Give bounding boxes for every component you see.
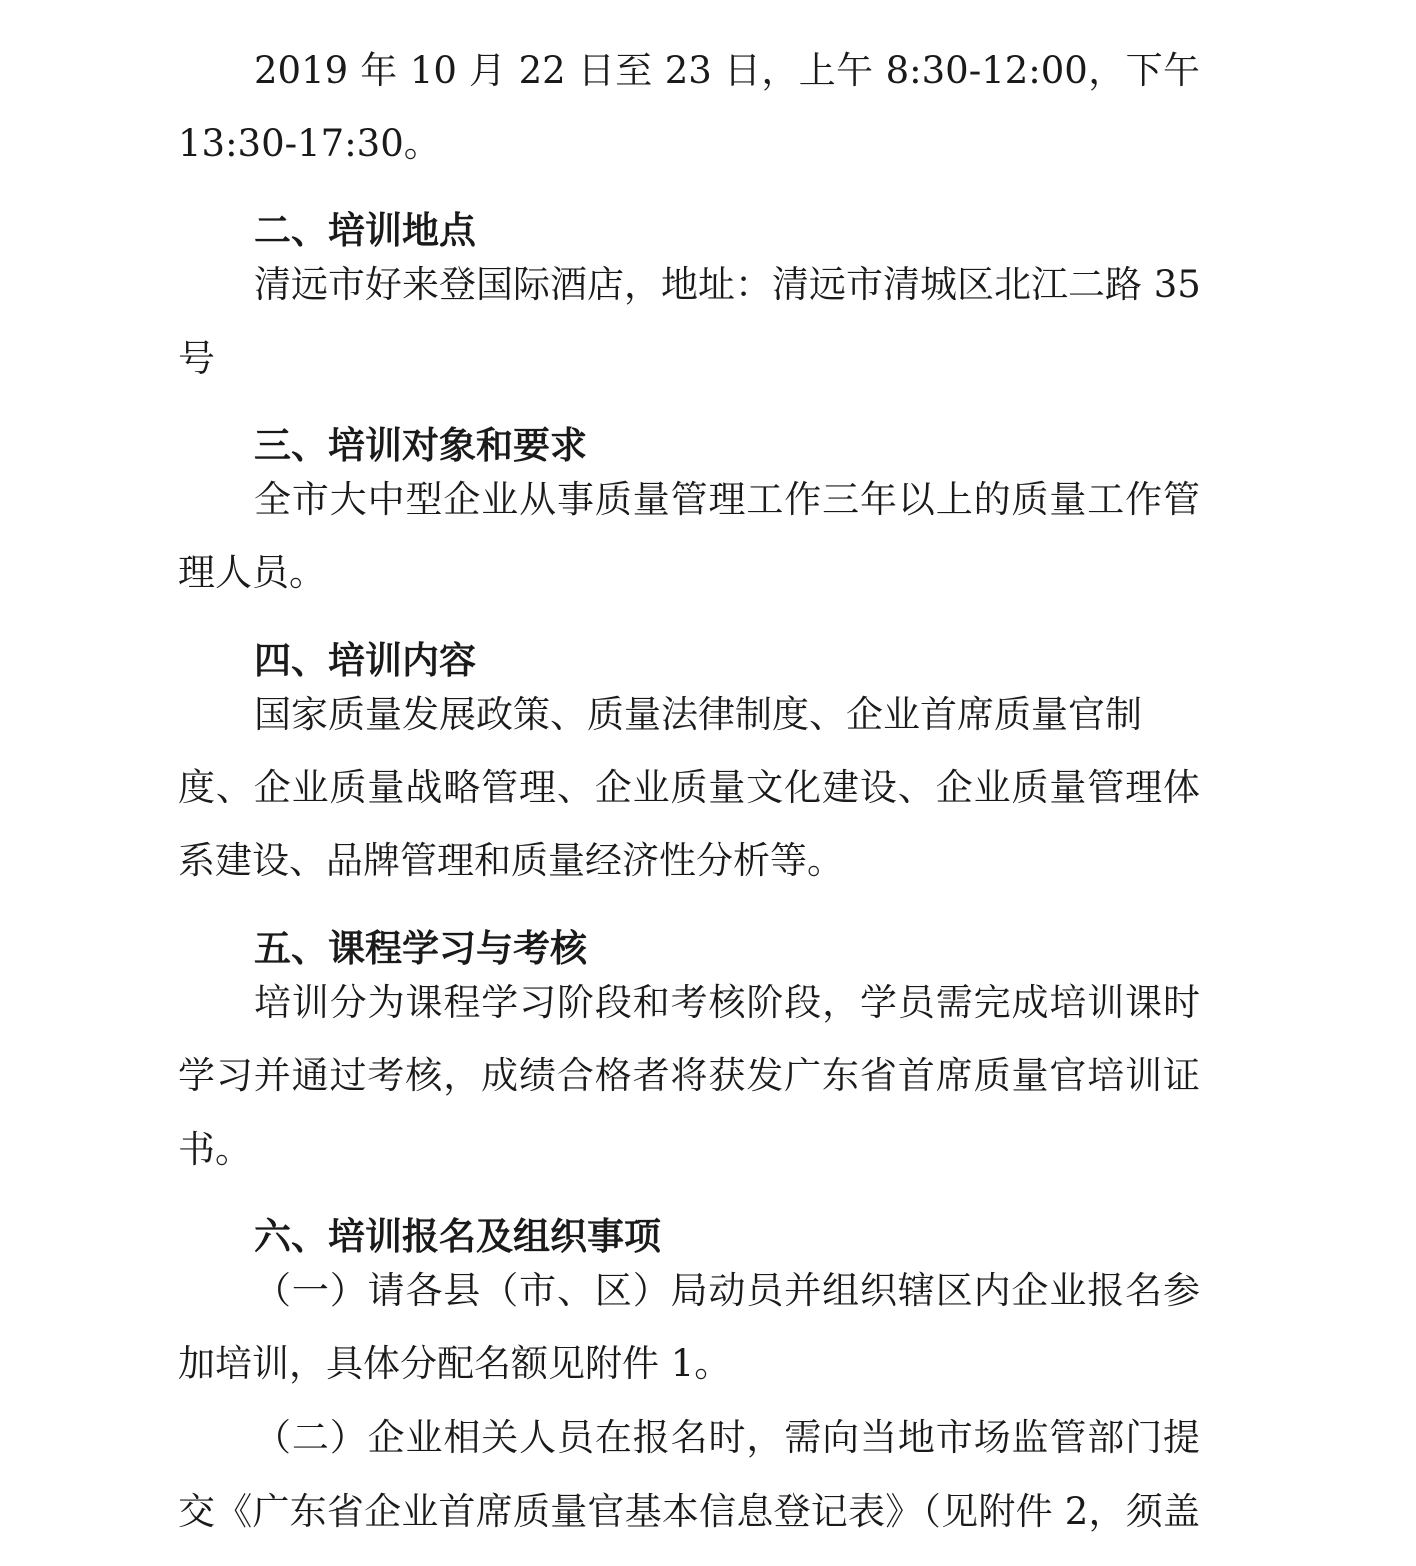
participants-line-1: 全市大中型企业从事质量管理工作三年以上的质量工作管 bbox=[254, 478, 1200, 521]
section-heading-content: 四、培训内容 bbox=[254, 639, 476, 682]
assessment-line-2: 学习并通过考核，成绩合格者将获发广东省首席质量官培训证 bbox=[178, 1054, 1200, 1097]
content-line-1: 国家质量发展政策、质量法律制度、企业首席质量官制 bbox=[254, 693, 1142, 736]
section-heading-participants: 三、培训对象和要求 bbox=[254, 424, 587, 467]
location-line-2: 号 bbox=[178, 337, 215, 380]
content-line-2: 度、企业质量战略管理、企业质量文化建设、企业质量管理体 bbox=[178, 766, 1200, 809]
assessment-line-3: 书。 bbox=[178, 1128, 252, 1171]
schedule-line-2: 13:30-17:30。 bbox=[178, 122, 441, 165]
section-heading-location: 二、培训地点 bbox=[254, 209, 476, 252]
registration-item-2-line-2: 交《广东省企业首席质量官基本信息登记表》（见附件 2，须盖 bbox=[178, 1490, 1200, 1533]
location-line-1: 清远市好来登国际酒店，地址：清远市清城区北江二路 35 bbox=[254, 263, 1201, 306]
registration-item-1-line-2: 加培训，具体分配名额见附件 1。 bbox=[178, 1342, 732, 1385]
content-line-3: 系建设、品牌管理和质量经济性分析等。 bbox=[178, 839, 844, 882]
section-heading-registration: 六、培训报名及组织事项 bbox=[254, 1215, 661, 1258]
schedule-line-1: 2019 年 10 月 22 日至 23 日，上午 8:30-12:00，下午 bbox=[254, 49, 1200, 92]
registration-item-2-line-1: （二）企业相关人员在报名时，需向当地市场监管部门提 bbox=[254, 1416, 1200, 1459]
registration-item-1-line-1: （一）请各县（市、区）局动员并组织辖区内企业报名参 bbox=[254, 1269, 1200, 1312]
section-heading-assessment: 五、课程学习与考核 bbox=[254, 927, 587, 970]
assessment-line-1: 培训分为课程学习阶段和考核阶段，学员需完成培训课时 bbox=[254, 981, 1200, 1024]
participants-line-2: 理人员。 bbox=[178, 551, 326, 594]
